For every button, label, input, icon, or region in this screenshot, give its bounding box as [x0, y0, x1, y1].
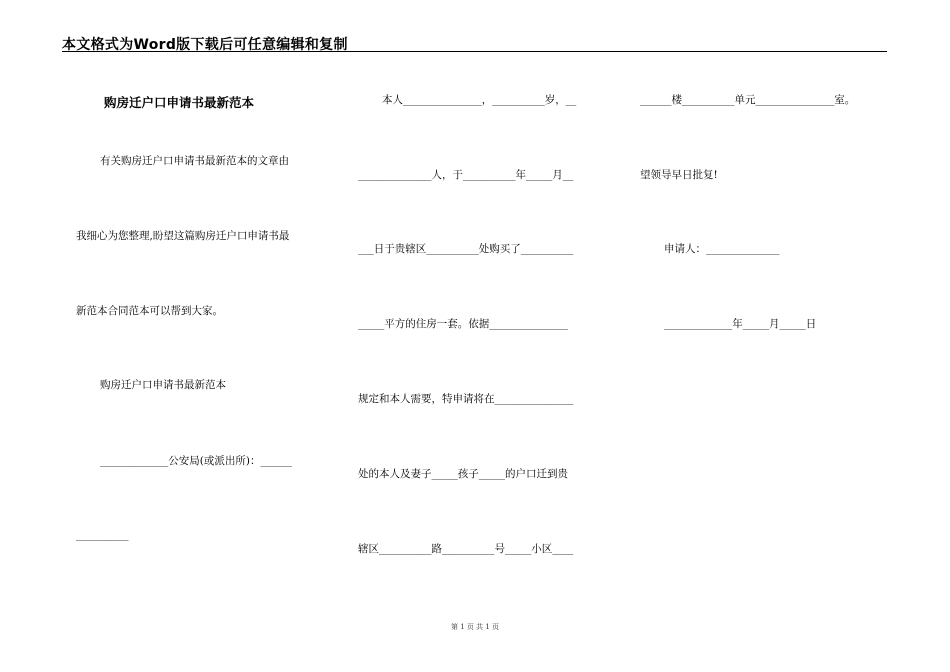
header-divider [62, 51, 887, 52]
col3-line-2: 望领导早日批复! [640, 169, 718, 181]
document-title: 购房迁户口申请书最新范本 [104, 95, 255, 110]
col1-line-3: 新范本合同范本可以帮到大家。 [76, 305, 223, 317]
col3-date-line: _____________年_____月_____日 [664, 318, 817, 330]
col1-line-4: 购房迁户口申请书最新范本 [100, 379, 226, 391]
col1-line-6: __________ [76, 529, 129, 541]
col2-line-4: _____平方的住房一套。依据_______________ [358, 318, 568, 330]
col2-line-3: ___日于贵辖区__________处购买了__________ [358, 243, 574, 255]
page-header-title: 本文格式为Word版下载后可任意编辑和复制 [62, 37, 348, 53]
col2-line-5: 规定和本人需要，特申请将在_______________ [358, 393, 574, 405]
col1-line-5: _____________公安局(或派出所)：______ [100, 455, 292, 467]
page-footer: 第 1 页 共 1 页 [450, 623, 500, 631]
col2-line-1: 本人_______________，__________岁，__ [382, 94, 577, 106]
col1-line-2: 我细心为您整理,盼望这篇购房迁户口申请书最 [76, 230, 290, 242]
col2-line-6: 处的本人及妻子_____孩子_____的户口迁到贵 [358, 468, 568, 480]
col3-applicant-line: 申请人：______________ [664, 243, 780, 255]
col2-line-7: 辖区__________路__________号_____小区____ [358, 543, 574, 555]
col1-line-1: 有关购房迁户口申请书最新范本的文章由 [100, 155, 289, 167]
col3-line-1: ______楼__________单元_______________室。 [640, 94, 856, 106]
col2-line-2: ______________人，于__________年_____月__ [358, 169, 574, 181]
